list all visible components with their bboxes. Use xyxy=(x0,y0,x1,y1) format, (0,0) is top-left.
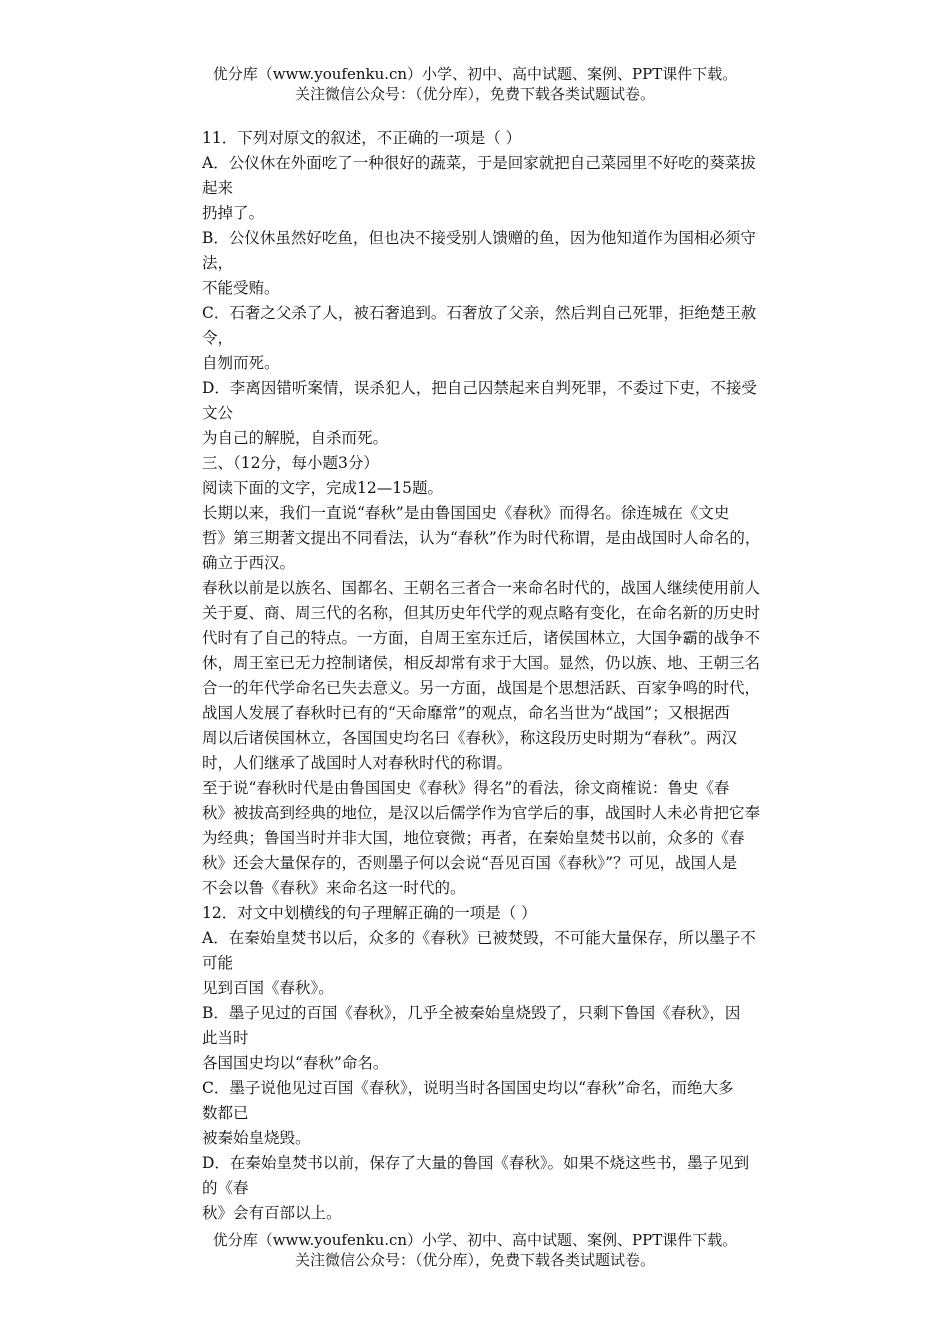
text-line: 春秋以前是以族名、国都名、王朝名三者合一来命名时代的，战国人继续使用前人 xyxy=(202,579,761,597)
text-line: 不能受贿。 xyxy=(202,279,280,297)
text-line: D．李离因错听案情，误杀犯人，把自己囚禁起来自判死罪，不委过下吏，不接受 xyxy=(202,379,757,397)
text-line: 休，周王室已无力控制诸侯，相反却常有求于大国。显然，仍以族、地、王朝三名 xyxy=(202,654,761,672)
text-line: 见到百国《春秋》。 xyxy=(202,979,334,997)
page-header xyxy=(0,64,950,104)
text-line: C．墨子说他见过百国《春秋》，说明当时各国国史均以“春秋”命名，而绝大多 xyxy=(202,1079,734,1097)
text-line: 可能 xyxy=(202,954,234,972)
text-line: 扔掉了。 xyxy=(202,204,265,222)
text-line: A．在秦始皇焚书以后，众多的《春秋》已被焚毁，不可能大量保存，所以墨子不 xyxy=(202,929,756,947)
text-line: 阅读下面的文字，完成12—15题。 xyxy=(202,479,443,497)
text-line: 为自己的解脱，自杀而死。 xyxy=(202,429,389,447)
text-line: 法， xyxy=(202,254,234,272)
text-line: 令， xyxy=(202,329,234,347)
text-line: 长期以来，我们一直说“春秋”是由鲁国国史《春秋》而得名。徐连城在《文史 xyxy=(202,504,730,522)
footer-line-2: 关注微信公众号：（优分库），免费下载各类试题试卷。 xyxy=(294,1251,655,1269)
text-line: 周以后诸侯国林立，各国国史均名曰《春秋》，称这段历史时期为“春秋”。两汉 xyxy=(202,729,738,747)
text-line: 确立于西汉。 xyxy=(202,554,296,572)
text-line: 秋》会有百部以上。 xyxy=(202,1204,342,1222)
text-line: 起来 xyxy=(202,179,234,197)
text-line: 的《春 xyxy=(202,1179,249,1197)
text-line: 关于夏、商、周三代的名称，但其历史年代学的观点略有变化，在命名新的历史时 xyxy=(202,604,761,622)
text-line: 战国人发展了春秋时已有的“天命靡常”的观点，命名当世为“战国”；又根据西 xyxy=(202,704,730,722)
text-line: 自刎而死。 xyxy=(202,354,280,372)
text-line: A．公仪休在外面吃了一种很好的蔬菜，于是回家就把自己菜园里不好吃的葵菜拔 xyxy=(202,154,756,172)
text-line: 秋》被拔高到经典的地位，是汉以后儒学作为官学后的事，战国时人未必肯把它奉 xyxy=(202,804,761,822)
text-line: 合一的年代学命名已失去意义。另一方面，战国是个思想活跃、百家争鸣的时代， xyxy=(202,679,761,697)
text-line: 数都已 xyxy=(202,1104,249,1122)
text-line: 此当时 xyxy=(202,1029,249,1047)
text-line: C．石奢之父杀了人，被石奢追到。石奢放了父亲，然后判自己死罪，拒绝楚王赦 xyxy=(202,304,757,322)
text-line: D．在秦始皇焚书以前，保存了大量的鲁国《春秋》。如果不烧这些书，墨子见到 xyxy=(202,1154,750,1172)
text-line: 被秦始皇烧毁。 xyxy=(202,1129,311,1147)
text-line: B．墨子见过的百国《春秋》，几乎全被秦始皇烧毁了，只剩下鲁国《春秋》，因 xyxy=(202,1004,741,1022)
page-footer xyxy=(0,1230,950,1270)
footer-line-1: 优分库（www.youfenku.cn）小学、初中、高中试题、案例、PPT课件下载。 xyxy=(212,1231,738,1249)
text-line: 至于说“春秋时代是由鲁国国史《春秋》得名”的看法，徐文商榷说：鲁史《春 xyxy=(202,779,730,797)
text-line: 三、（12分，每小题3分） xyxy=(202,454,379,472)
text-line: 为经典；鲁国当时并非大国，地位衰微；再者，在秦始皇焚书以前，众多的《春 xyxy=(202,829,745,847)
text-line: 时，人们继承了战国时人对春秋时代的称谓。 xyxy=(202,754,513,772)
text-line: 12．对文中划横线的句子理解正确的一项是（ ） xyxy=(202,904,537,922)
text-line: 哲》第三期著文提出不同看法，认为“春秋”作为时代称谓，是由战国时人命名的， xyxy=(202,529,761,547)
text-line: 不会以鲁《春秋》来命名这一时代的。 xyxy=(202,879,466,897)
header-line-2: 关注微信公众号：（优分库），免费下载各类试题试卷。 xyxy=(294,85,655,103)
text-line: 秋》还会大量保存的，否则墨子何以会说“吾见百国《春秋》”？可见，战国人是 xyxy=(202,854,738,872)
document-body xyxy=(202,126,817,1226)
text-line: 代时有了自己的特点。一方面，自周王室东迁后，诸侯国林立，大国争霸的战争不 xyxy=(202,629,761,647)
text-line: 11．下列对原文的叙述，不正确的一项是（ ） xyxy=(202,129,522,147)
header-line-1: 优分库（www.youfenku.cn）小学、初中、高中试题、案例、PPT课件下载。 xyxy=(212,65,738,83)
text-line: 各国国史均以“春秋”命名。 xyxy=(202,1054,389,1072)
text-line: 文公 xyxy=(202,404,234,422)
text-line: B．公仪休虽然好吃鱼，但也决不接受别人馈赠的鱼，因为他知道作为国相必须守 xyxy=(202,229,756,247)
